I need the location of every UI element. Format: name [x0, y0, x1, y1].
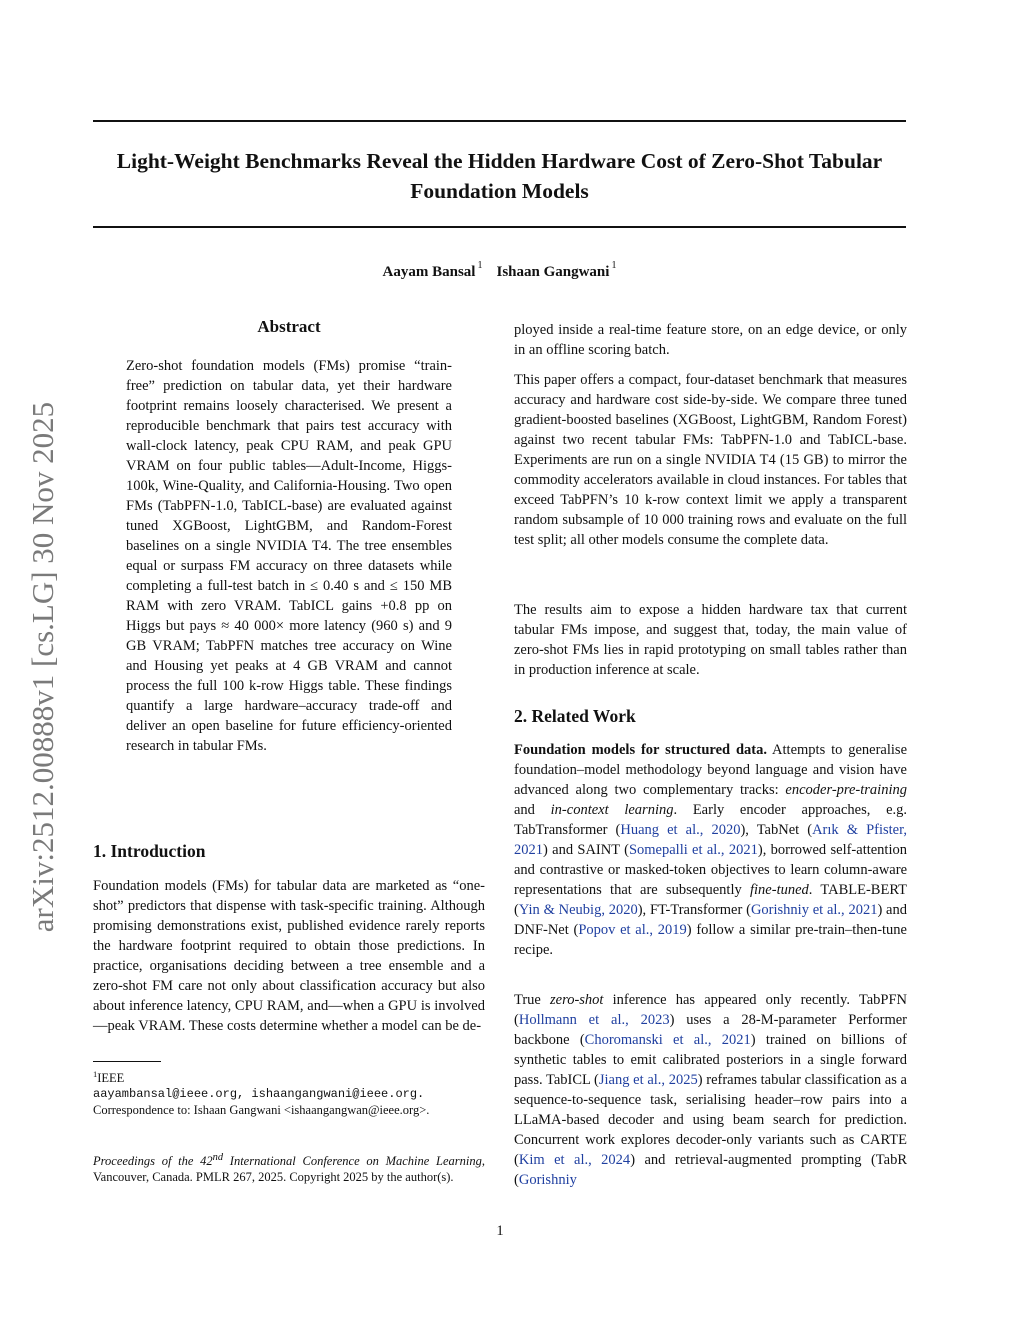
citation-link[interactable]: Arık & Pfister, 2021 — [514, 822, 907, 858]
citation-link[interactable]: Hollmann et al., 2023 — [518, 1012, 670, 1028]
abstract-text: Zero-shot foundation models (FMs) promise “train-free” prediction on tabular data, yet their hardware footprint remains loosely characterised. We present a reproducible benchmark that pairs test accuracy with wall-clock latency, peak CPU RAM, and peak GPU VRAM on four public tables—Adult-Income, Higgs-100k, Wine-Quality, and California-Housing. Two open FMs (TabPFN-1.0, TabICL-base) are evaluated against tuned XGBoost, LightGBM, and Random-Forest baselines on a single NVIDIA T4. The tree ensembles equal or surpass FM accuracy on three datasets while completing a full-test batch in ≤ 0.40 s and ≤ 150 MB RAM with zero VRAM. TabICL gains +0.8 pp on Higgs but pays ≈ 40 000× more latency (960 s) and 9 GB VRAM; TabPFN matches tree accuracy on Wine and Housing yet peaks at 4 GB VRAM and cannot process the full 100 k-row Higgs table. These findings quantify a large hardware–accuracy trade-off and deliver an open baseline for future efficiency-oriented research in tabular FMs. — [126, 358, 452, 754]
citation-link[interactable]: Gorishniy et al., 2021 — [750, 902, 878, 918]
footnote-mark: 1 — [93, 1069, 98, 1079]
citation-link[interactable]: Choromanski et al., 2021 — [584, 1032, 751, 1048]
citation-link[interactable]: Somepalli et al., 2021 — [628, 842, 758, 858]
citation-link[interactable]: Huang et al., 2020 — [620, 822, 741, 838]
author-affiliation-mark: 1 — [611, 260, 617, 271]
paragraph-lead: Foundation models for structured data. — [514, 742, 767, 758]
abstract-heading: Abstract — [257, 317, 321, 336]
author-name: Aayam Bansal — [382, 264, 476, 280]
citation-link[interactable]: Gorishniy — [518, 1172, 577, 1188]
introduction-continuation: ployed inside a real-time feature store, on an edge device, or only in an offline scoring batch. — [514, 322, 907, 358]
related-work-paragraph: True zero-shot inference has appeared only recently. TabPFN (Hollmann et al., 2023) uses a 28-M-parameter Performer backbone (Choromanski et al., 2021) trained on billions of synthetic tables to emit calibrated posteriors in a single forward pass. TabICL (Jiang et al., 2025) reframes tabular classification as a sequence-to-sequence task, serialising header–row pairs into a LLaMA-based decoder and using beam search for prediction. Concurrent work explores decoder-only variants such as CARTE (Kim et al., 2024) and retrieval-augmented prompting (TabR (Gorishniy — [514, 992, 908, 1188]
citation-link[interactable]: Popov et al., 2019 — [578, 922, 687, 938]
author-list — [93, 262, 906, 281]
introduction-paragraph: Foundation models (FMs) for tabular data are marketed as “one-shot” predictors that dispense with task-specific training. Although promising demonstrations exist, published evidence rarely reports the hardware footprint required to obtain those predictions. In practice, organisations deciding between a tree ensemble and a zero-shot FM care not only about classification accuracy but also about inference latency, CPU RAM, and—when a GPU is involved—peak VRAM. These costs determine whether a model can be de- — [93, 878, 485, 1034]
top-rule — [93, 120, 906, 122]
author-emails: aayambansal@ieee.org, ishaangangwani@ieee.org. — [93, 1087, 425, 1102]
author-affiliation-mark: 1 — [477, 260, 483, 271]
affiliation-footnote — [93, 1066, 493, 1118]
proceedings-note: Proceedings of the 42nd International Conference on Machine Learning, Vancouver, Canada. PMLR 267, 2025. Copyright 2025 by the author(s). — [93, 1152, 485, 1185]
related-work-heading: 2. Related Work — [514, 706, 636, 726]
title-bottom-rule — [93, 226, 906, 228]
paper-title: Light-Weight Benchmarks Reveal the Hidden Hardware Cost of Zero-Shot Tabular Foundation Models — [116, 149, 883, 203]
correspondence-note: Correspondence to: Ishaan Gangwani <ishaangangwan@ieee.org>. — [93, 1103, 430, 1118]
citation-link[interactable]: Yin & Neubig, 2020 — [518, 902, 638, 918]
arxiv-identifier-stamp: arXiv:2512.00888v1 [cs.LG] 30 Nov 2025 — [25, 401, 60, 933]
author-name: Ishaan Gangwani — [496, 264, 610, 280]
footnote-rule — [93, 1061, 161, 1062]
introduction-paragraph: This paper offers a compact, four-dataset benchmark that measures accuracy and hardware cost side-by-side. We compare three tuned gradient-boosted baselines (XGBoost, LightGBM, Random Forest) against two recent tabular FMs: TabPFN-1.0 and TabICL-base. Experiments are run on a single NVIDIA T4 (15 GB) to mirror the commodity accelerators available in cloud instances. For tables that exceed TabPFN’s 10 k-row context limit we apply a transparent random subsample of 10 000 training rows and evaluate on the full test split; all other models consume the complete data. — [514, 372, 907, 548]
footnote-affiliation: IEEE — [97, 1071, 125, 1086]
citation-link[interactable]: Jiang et al., 2025 — [598, 1072, 698, 1088]
page-number: 1 — [496, 1223, 504, 1239]
related-work-paragraph: Foundation models for structured data. Attempts to generalise foundation–model methodology beyond language and vision have advanced along two complementary tracks: encoder-pre-training and in-context learning. Early encoder approaches, e.g. TabTransformer (Huang et al., 2020), TabNet (Arık & Pfister, 2021) and SAINT (Somepalli et al., 2021), borrowed self-attention and contrastive or masked-token objectives to learn column-aware representations that are subsequently fine-tuned. TABLE-BERT (Yin & Neubig, 2020), FT-Transformer (Gorishniy et al., 2021) and DNF-Net (Popov et al., 2019) follow a similar pre-train–then-tune recipe. — [514, 742, 908, 958]
introduction-heading: 1. Introduction — [93, 841, 206, 861]
conference-number: 42 — [200, 1154, 213, 1169]
introduction-paragraph: The results aim to expose a hidden hardware tax that current tabular FMs impose, and suggest that, today, the main value of zero-shot FMs lies in rapid prototyping on small tables rather than in production inference at scale. — [514, 602, 907, 678]
citation-link[interactable]: Kim et al., 2024 — [518, 1152, 631, 1168]
